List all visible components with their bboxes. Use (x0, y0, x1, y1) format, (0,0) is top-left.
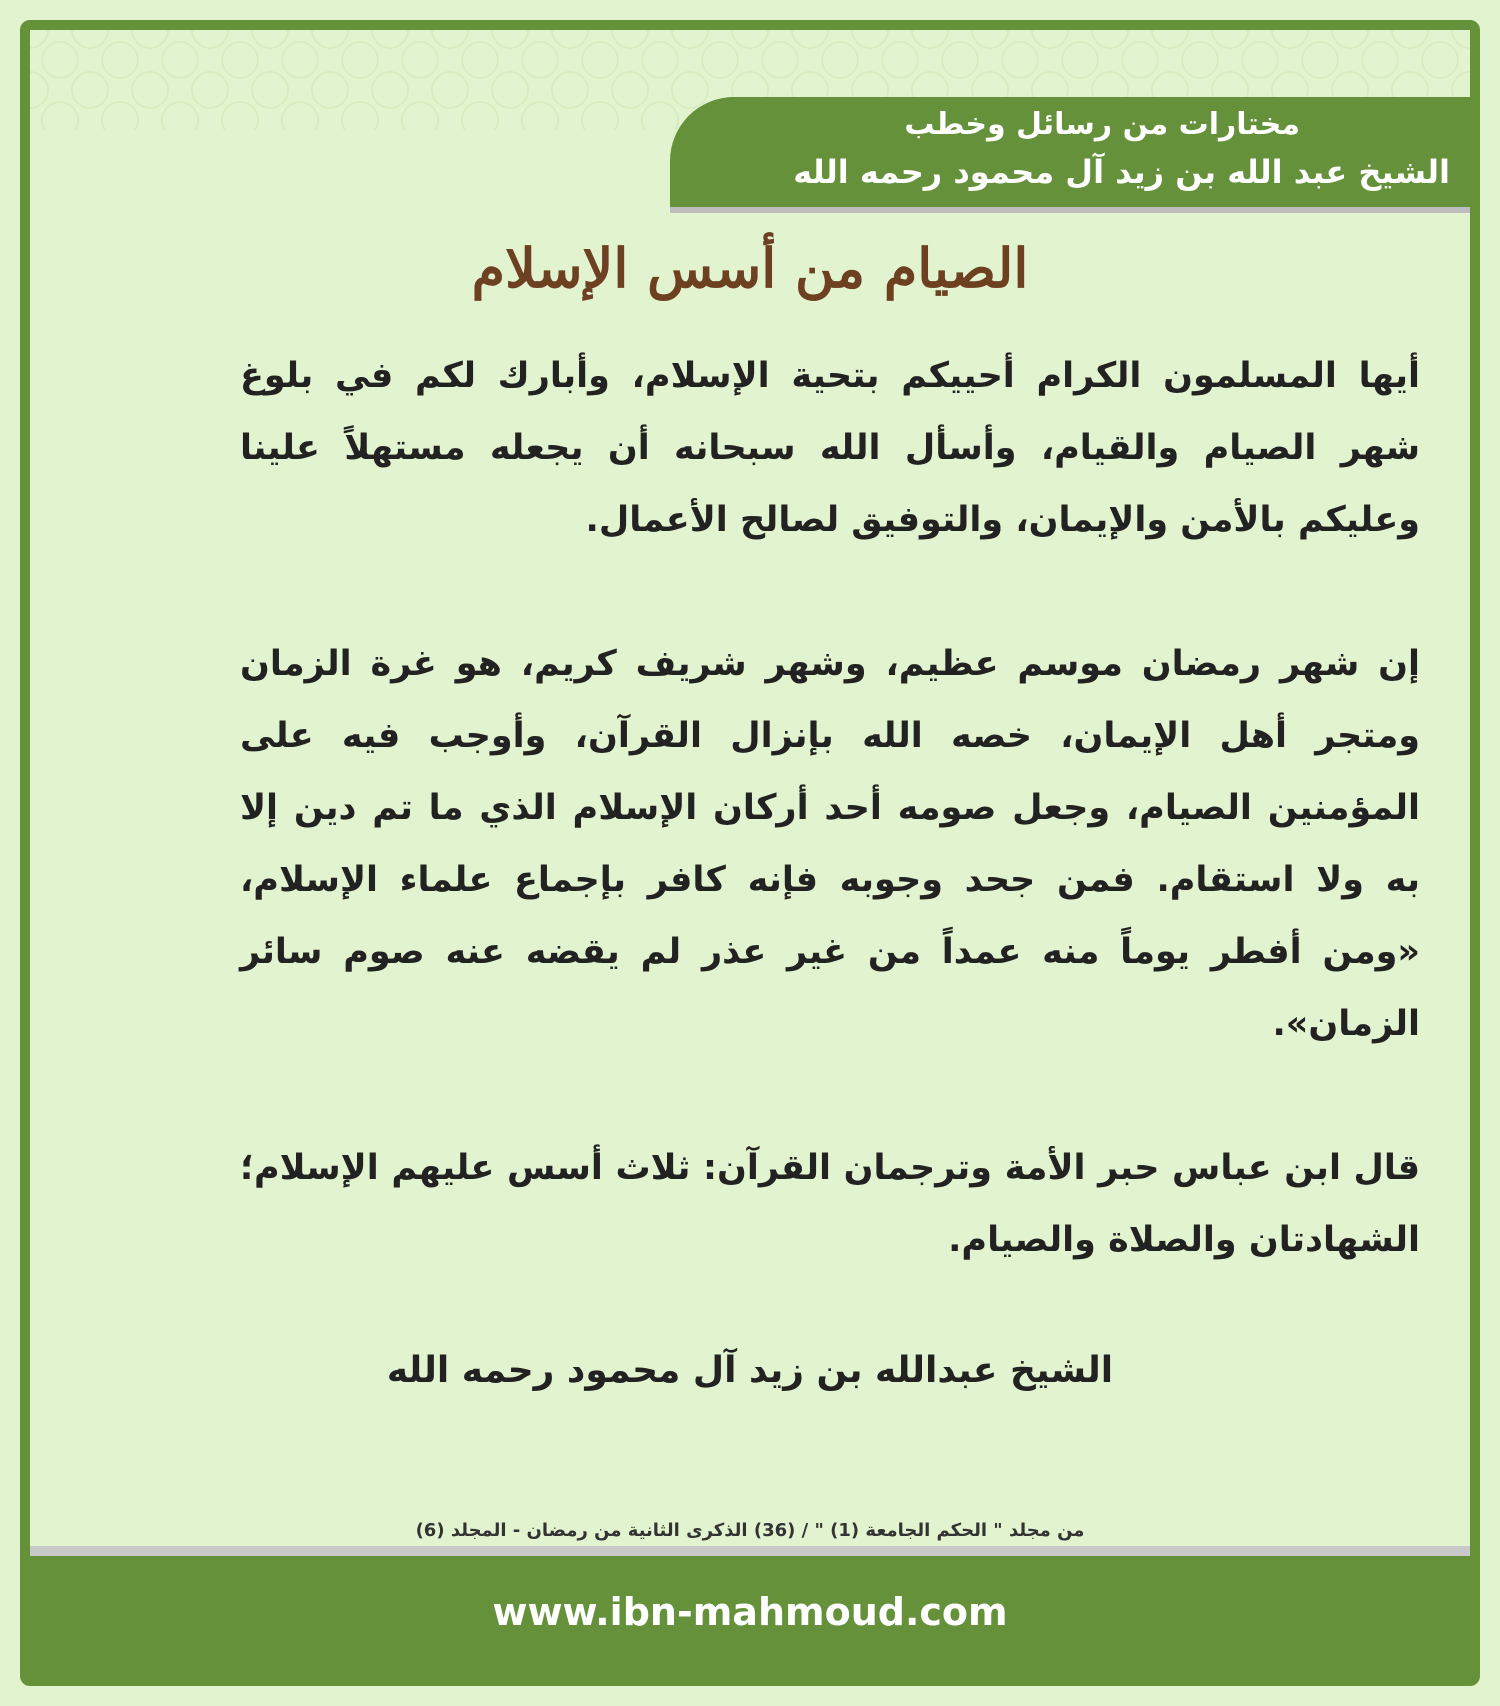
page-title: الصيام من أسس الإسلام (471, 236, 1029, 300)
paragraph-ibn-abbas: قال ابن عباس حبر الأمة وترجمان القرآن: ثلاث أسس عليهم الإسلام؛ الشهادتان والصلاة والصيام. (240, 1148, 1420, 1260)
article-body (240, 340, 1420, 1348)
website-link[interactable]: www.ibn-mahmoud.com (492, 1590, 1008, 1634)
header-banner (670, 97, 1470, 207)
author-signature: الشيخ عبدالله بن زيد آل محمود رحمه الله (386, 1350, 1114, 1391)
paragraph-ramadan: إن شهر رمضان موسم عظيم، وشهر شريف كريم، هو غرة الزمان ومتجر أهل الإيمان، خصه الله بإنزال القرآن، وأوجب فيه على المؤمنين الصيام، وجعل صومه أحد أركان الإسلام الذي ما تم دين إلا به ولا استقام. فمن جحد وجوبه فإنه كافر بإجماع علماء الإسلام، «ومن أفطر يوماً منه عمداً من غير عذر لم يقضه عنه صوم سائر الزمان». (240, 644, 1420, 1044)
header-subtitle: مختارات من رسائل وخطب (904, 107, 1300, 142)
footer-banner (30, 1546, 1470, 1676)
source-citation: من مجلد " الحكم الجامعة (1) " / (36) الذكرى الثانية من رمضان - المجلد (6) (415, 1520, 1085, 1541)
header-author: الشيخ عبد الله بن زيد آل محمود رحمه الله (793, 153, 1450, 191)
card-frame (20, 20, 1480, 1686)
paragraph-greeting: أيها المسلمون الكرام أحييكم بتحية الإسلام، وأبارك لكم في بلوغ شهر الصيام والقيام، وأسأل الله سبحانه أن يجعله مستهلاً علينا وعليكم بالأمن والإيمان، والتوفيق لصالح الأعمال. (240, 356, 1420, 540)
